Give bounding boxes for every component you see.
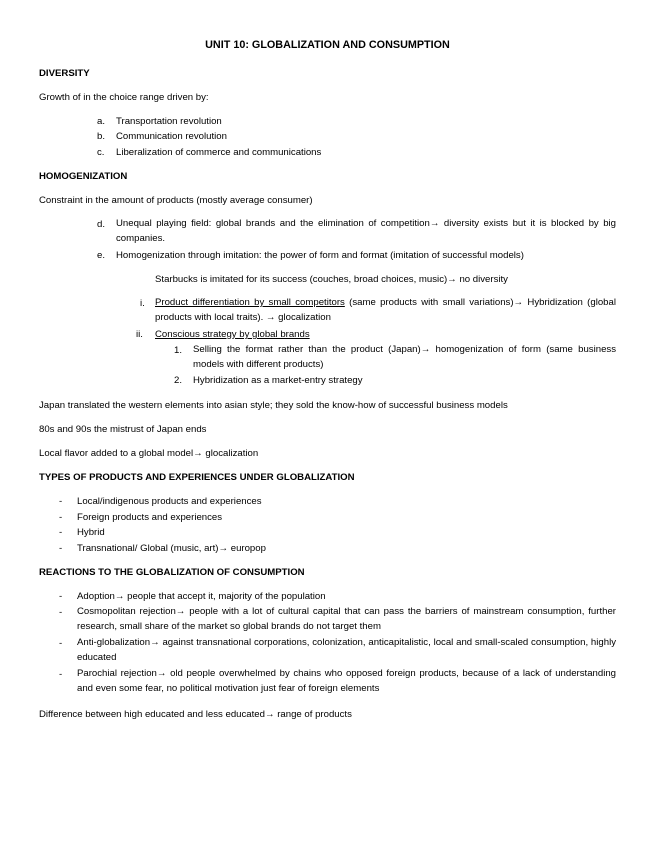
list-item: Selling the format rather than the product (Japan)→ homogenization of form (same business models with different products) [193, 344, 616, 370]
list-marker: c. [97, 147, 105, 158]
list-item: Transportation revolution [116, 116, 222, 127]
closing-line: Difference between high educated and less educated→ range of products [39, 709, 352, 720]
list-marker: b. [97, 131, 106, 142]
list-item: Communication revolution [116, 131, 227, 142]
homogenization-intro: Constraint in the amount of products (mostly average consumer) [39, 195, 313, 206]
diversity-intro: Growth of in the choice range driven by: [39, 92, 209, 103]
list-marker: ii. [136, 329, 143, 340]
note-line: 80s and 90s the mistrust of Japan ends [39, 424, 207, 435]
list-item: Homogenization through imitation: the power of form and format (imitation of successful models) [116, 250, 524, 261]
list-marker: 1. [174, 345, 183, 356]
list-marker: - [59, 591, 63, 602]
list-marker: - [59, 607, 63, 618]
list-marker: - [59, 527, 63, 538]
list-item: Cosmopolitan rejection→ people with a lot of cultural capital that can pass the barriers of mainstream consumption, further research, small share of the market so global brands do not target them [77, 606, 616, 632]
list-item [155, 295, 616, 325]
list-marker: - [59, 496, 63, 507]
note-line: Local flavor added to a global model→ glocalization [39, 448, 259, 459]
starbucks-note: Starbucks is imitated for its success (couches, broad choices, music)→ no diversity [155, 274, 508, 285]
underlined-phrase: Product differentiation by small competitors [155, 297, 345, 308]
list-item: Hybridization as a market-entry strategy [193, 375, 363, 386]
page-title: UNIT 10: GLOBALIZATION AND CONSUMPTION [205, 39, 450, 51]
list-marker: - [59, 512, 63, 523]
list-item: Anti-globalization→ against transnational corporations, colonization, anticapitalistic, local and small-scaled consumption, highly educated [77, 637, 616, 663]
list-marker: - [59, 669, 63, 680]
diversity-heading: DIVERSITY [39, 68, 90, 79]
note-line: Japan translated the western elements into asian style; they sold the know-how of successful business models [39, 400, 508, 411]
list-marker: 2. [174, 375, 183, 386]
list-marker: - [59, 638, 63, 649]
list-marker: a. [97, 116, 106, 127]
item-text: (same products with small variations)→ Hybridization (global products with local traits). → glocalization [155, 297, 616, 323]
list-marker: i. [140, 298, 145, 309]
list-item: Liberalization of commerce and communications [116, 147, 322, 158]
list-marker: d. [97, 219, 106, 230]
homogenization-heading: HOMOGENIZATION [39, 171, 128, 182]
list-marker: - [59, 543, 63, 554]
list-marker: e. [97, 250, 106, 261]
list-item: Hybrid [77, 527, 105, 538]
list-item: Foreign products and experiences [77, 512, 223, 523]
reactions-heading: REACTIONS TO THE GLOBALIZATION OF CONSUMPTION [39, 567, 305, 578]
list-item: Transnational/ Global (music, art)→ europop [77, 543, 266, 554]
list-item: Local/indigenous products and experiences [77, 496, 262, 507]
types-heading: TYPES OF PRODUCTS AND EXPERIENCES UNDER GLOBALIZATION [39, 472, 355, 483]
list-item: Conscious strategy by global brands [155, 329, 310, 340]
list-item: Adoption→ people that accept it, majority of the population [77, 591, 326, 602]
list-item: Parochial rejection→ old people overwhelmed by chains who opposed foreign products, because of a lack of understanding and even some fear, no political motivation just fear of foreign elements [77, 668, 616, 694]
list-item: Unequal playing field: global brands and the elimination of competition→ diversity exists but it is blocked by big companies. [116, 218, 616, 244]
